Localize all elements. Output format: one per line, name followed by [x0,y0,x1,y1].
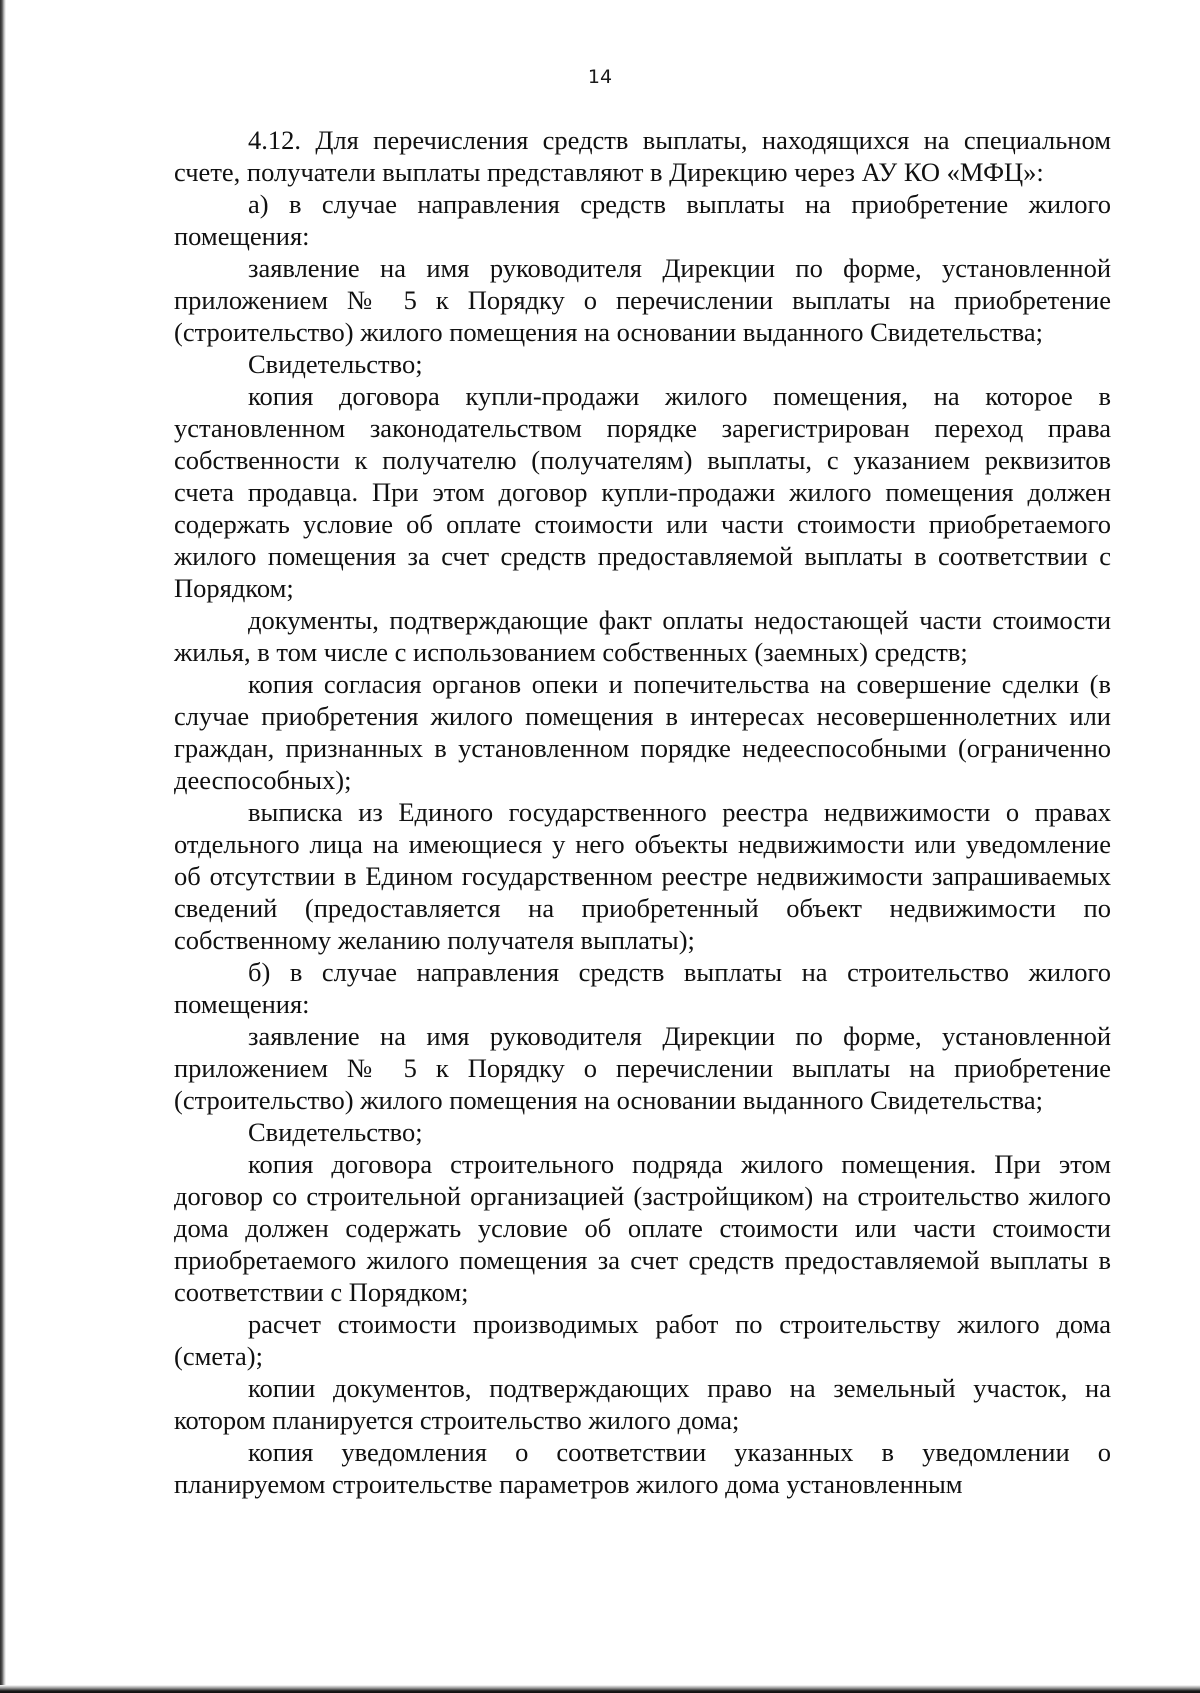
page-number: 14 [587,66,613,88]
paragraph-certificate-b: Свидетельство; [248,1117,423,1147]
paragraph-compliance-notice: копия уведомления о соответствии указанных в уведомлении о планируемом строительстве параметров жилого дома установленным [174,1437,1111,1499]
paragraph-cost-estimate: расчет стоимости производимых работ по строительству жилого дома (смета); [174,1309,1111,1371]
document-body [174,124,1111,1500]
paragraph-sale-contract: копия договора купли-продажи жилого помещения, на которое в установленном законодательством порядке зарегистрирован переход права собственности к получателю (получателям) выплаты, с указанием реквизитов счета продавца. При этом договор купли-продажи жилого помещения должен содержать условие об оплате стоимости или части стоимости приобретаемого жилого помещения за счет средств предоставляемой выплаты в соответствии с Порядком; [174,381,1111,603]
paragraph-4-12-intro: 4.12. Для перечисления средств выплаты, находящихся на специальном счете, получатели выплаты представляют в Дирекцию через АУ КО «МФЦ»: [174,125,1111,187]
paragraph-payment-documents: документы, подтверждающие факт оплаты недостающей части стоимости жилья, в том числе с использованием собственных (заемных) средств; [174,605,1111,667]
paragraph-case-a-heading: а) в случае направления средств выплаты на приобретение жилого помещения: [174,189,1111,251]
paragraph-land-documents: копии документов, подтверждающих право на земельный участок, на котором планируется строительство жилого дома; [174,1373,1111,1435]
paragraph-construction-contract: копия договора строительного подряда жилого помещения. При этом договор со строительной организацией (застройщиком) на строительство жилого дома должен содержать условие об оплате стоимости или части стоимости приобретаемого жилого помещения за счет средств предоставляемой выплаты в соответствии с Порядком; [174,1149,1111,1307]
paragraph-guardianship-consent: копия согласия органов опеки и попечительства на совершение сделки (в случае приобретения жилого помещения в интересах несовершеннолетних или граждан, признанных в установленном порядке недееспособными (ограниченно дееспособных); [174,669,1111,795]
paragraph-case-b-heading: б) в случае направления средств выплаты на строительство жилого помещения: [174,957,1111,1019]
scan-edge-left [0,0,6,1693]
paragraph-application-b: заявление на имя руководителя Дирекции по форме, установленной приложением № 5 к Порядку о перечислении выплаты на приобретение (строительство) жилого помещения на основании выданного Свидетельства; [174,1021,1111,1115]
paragraph-certificate-a: Свидетельство; [248,349,423,379]
paragraph-registry-extract: выписка из Единого государственного реестра недвижимости о правах отдельного лица на имеющиеся у него объекты недвижимости или уведомление об отсутствии в Едином государственном реестре недвижимости запрашиваемых сведений (предоставляется на приобретенный объект недвижимости по собственному желанию получателя выплаты); [174,797,1111,955]
scan-edge-bottom [0,1685,1200,1693]
paragraph-application-a: заявление на имя руководителя Дирекции по форме, установленной приложением № 5 к Порядку о перечислении выплаты на приобретение (строительство) жилого помещения на основании выданного Свидетельства; [174,253,1111,347]
